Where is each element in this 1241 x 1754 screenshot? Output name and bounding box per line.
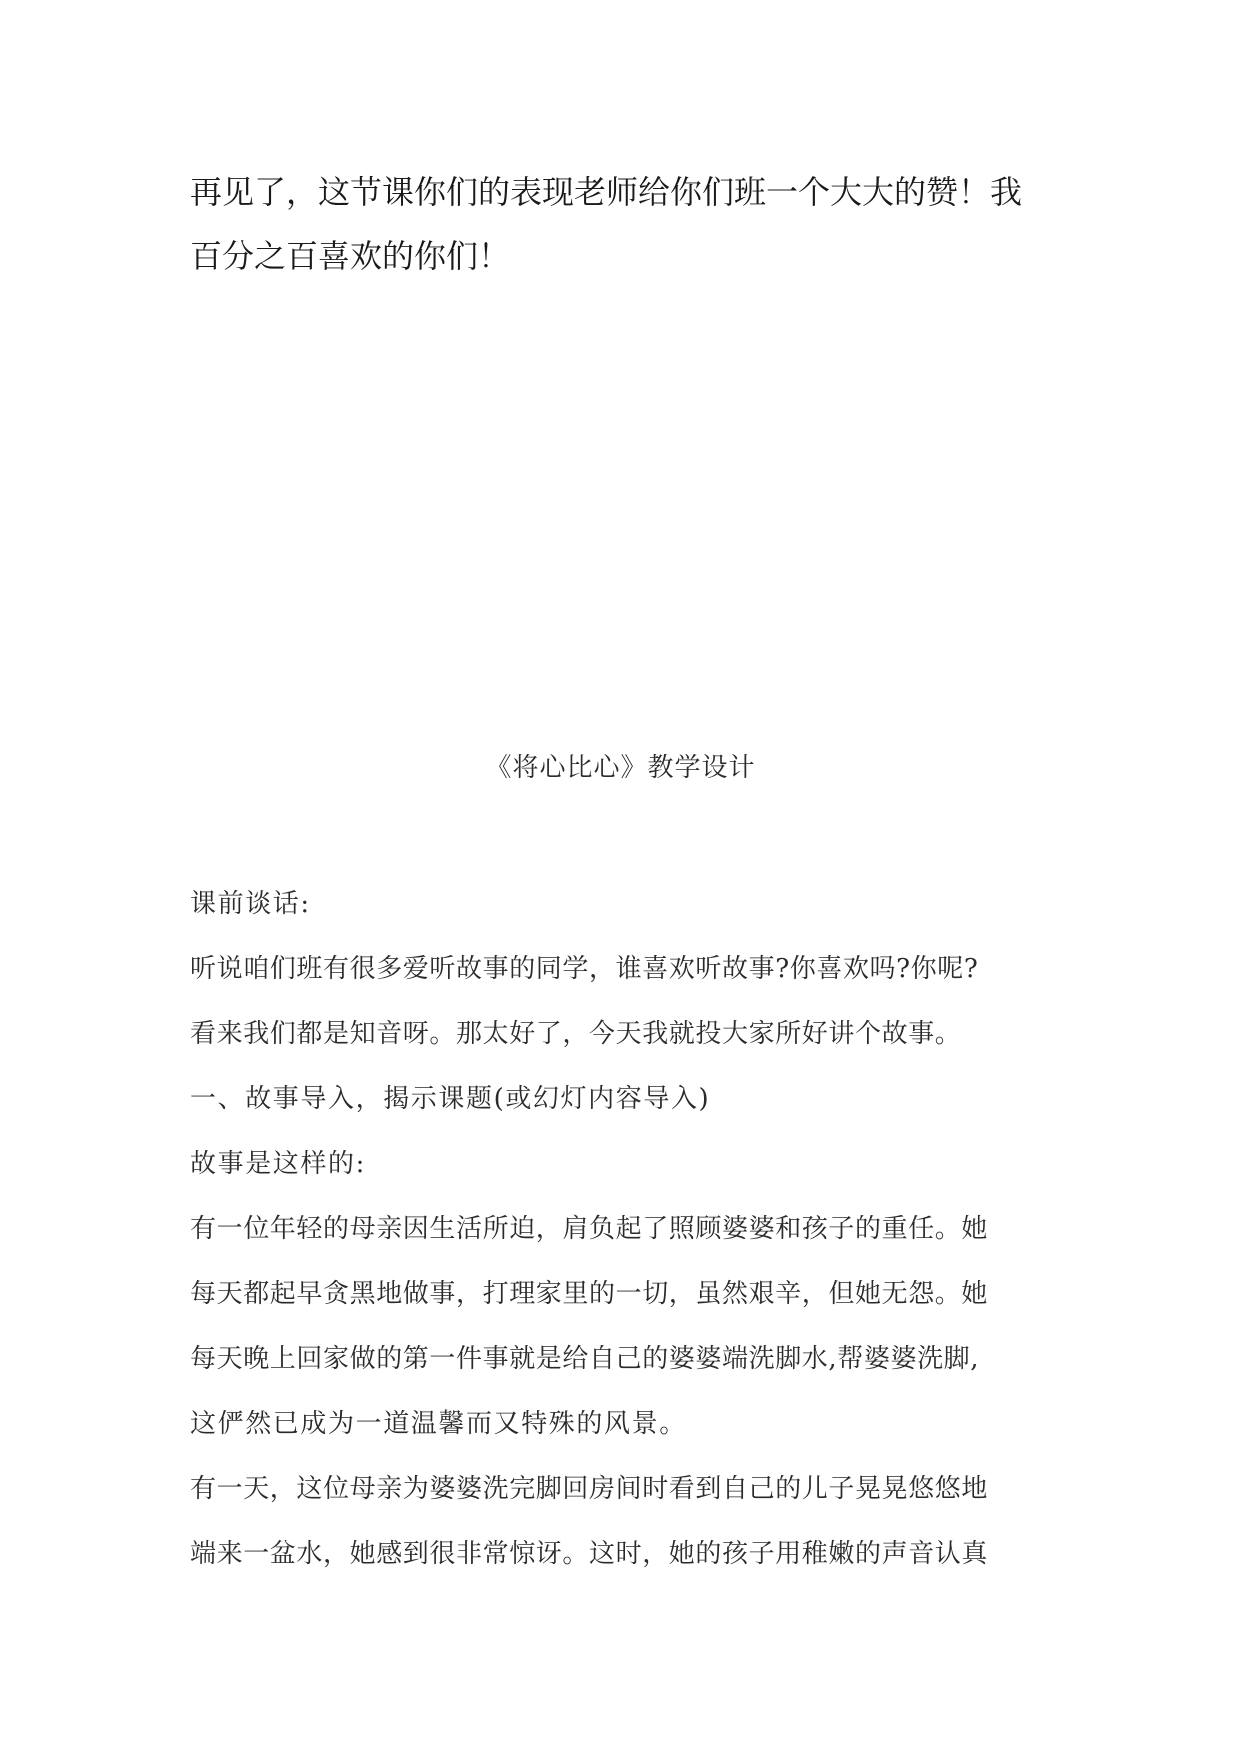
body-line: 看来我们都是知音呀。那太好了，今天我就投大家所好讲个故事。 xyxy=(190,1019,962,1049)
closing-line-2: 百分之百喜欢的你们！ xyxy=(190,237,511,275)
closing-line-1: 再见了，这节课你们的表现老师给你们班一个大大的赞！我 xyxy=(190,173,1023,211)
body-line: 每天晚上回家做的第一件事就是给自己的婆婆端洗脚水,帮婆婆洗脚, xyxy=(190,1344,980,1374)
body-line: 有一天，这位母亲为婆婆洗完脚回房间时看到自己的儿子晃晃悠悠地 xyxy=(190,1474,989,1504)
body-line: 听说咱们班有很多爱听故事的同学，谁喜欢听故事?你喜欢吗?你呢? xyxy=(190,954,979,984)
body-line: 有一位年轻的母亲因生活所迫，肩负起了照顾婆婆和孩子的重任。她 xyxy=(190,1214,989,1244)
body-line: 课前谈话: xyxy=(190,889,311,919)
document-title: 《将心比心》教学设计 xyxy=(485,753,756,783)
section-heading: 一、故事导入，揭示课题(或幻灯内容导入) xyxy=(190,1084,711,1114)
closing-remarks xyxy=(190,160,1070,288)
body-line: 端来一盆水，她感到很非常惊讶。这时，她的孩子用稚嫩的声音认真 xyxy=(190,1539,989,1569)
body-line: 这俨然已成为一道温馨而又特殊的风景。 xyxy=(190,1409,687,1439)
lesson-body xyxy=(190,872,1070,1587)
body-line: 每天都起早贪黑地做事，打理家里的一切，虽然艰辛，但她无怨。她 xyxy=(190,1279,989,1309)
body-line: 故事是这样的: xyxy=(190,1149,366,1179)
